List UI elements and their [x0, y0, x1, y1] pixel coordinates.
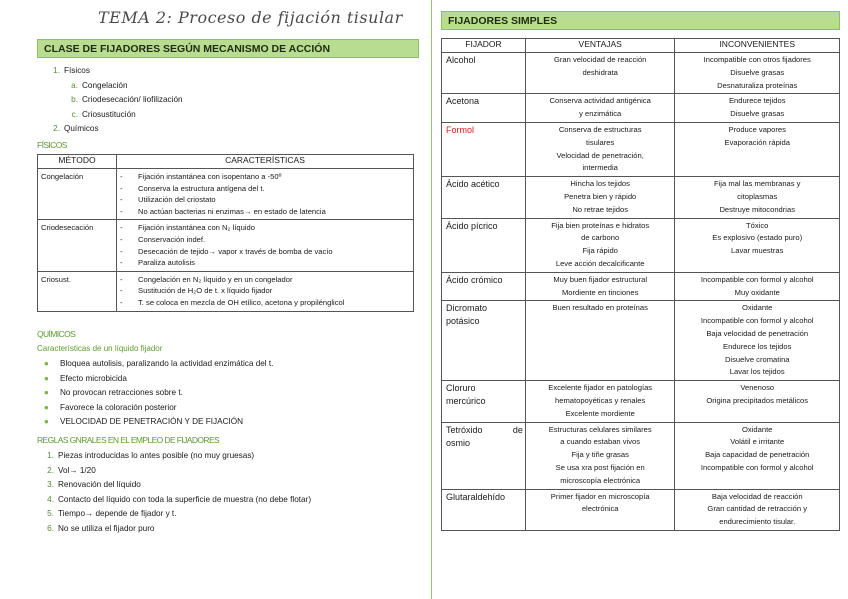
ventajas-cell: Conserva de estructuras tisulares Velocidad de penetración, intermedia: [525, 122, 675, 176]
outline-subitem: a. Congelación: [71, 80, 128, 90]
fijador-name-cell: Glutaraldehído: [442, 489, 526, 530]
list-item: 4. Contacto del líquido con toda la superficie de muestra (no debe flotar): [47, 494, 312, 504]
list-item: 3. Renovación del líquido: [47, 480, 141, 489]
table-header-row: [38, 155, 414, 169]
inconvenientes-cell: Incompatible con formol y alcohol Muy oxidante: [675, 272, 840, 301]
list-item: 1. Piezas introducidas lo antes posible (no muy gruesas): [47, 451, 255, 460]
outline-subitem: b. Criodesecación/ liofilización: [71, 95, 183, 104]
characteristics-cell: - Fijación instantánea con isopentano a -50º - Conserva la estructura antígena del t. - Utilización del criostato - No actúan bacterias ni enzimas→ en estado de latencia: [117, 169, 414, 220]
inconvenientes-cell: Produce vapores Evaporación rápida: [675, 122, 840, 176]
ventajas-cell: Fija bien proteínas e hidratos de carbono Fija rápido Leve acción decalcificante: [525, 218, 675, 272]
quimicos-bullet-list: [44, 357, 273, 430]
characteristics-cell: - Fijación instantánea con N₂ líquido - Conservación indef. - Desecación de tejido→ vapor x través de bomba de vacío - Paraliza autolisis: [117, 220, 414, 271]
quimicos-subheading: Características de un líquido fijador: [37, 344, 163, 353]
outline-item: 2. Químicos: [53, 124, 99, 133]
table-header-row: [442, 39, 840, 53]
inconvenientes-cell: Oxidante Incompatible con formol y alcohol Baja velocidad de penetración Endurece los tejidos Disuelve cromatina Lavar los tejidos: [675, 301, 840, 381]
fijador-name-cell: Tetróxido de osmio: [442, 422, 526, 489]
table-row: [442, 177, 840, 218]
table-row: [442, 272, 840, 301]
fisicos-heading: FÍSICOS: [37, 140, 67, 150]
inconvenientes-cell: Baja velocidad de reacción Gran cantidad de retracción y endurecimiento tisular.: [675, 489, 840, 530]
section-banner-clase-fijadores: CLASE DE FIJADORES SEGÚN MECANISMO DE ACCIÓN: [37, 39, 419, 58]
list-item: ● Bloquea autolisis, paralizando la actividad enzimática del t.: [44, 359, 274, 368]
inconvenientes-cell: Venenoso Origina precipitados metálicos: [675, 381, 840, 422]
fijador-name-cell: Ácido acético: [442, 177, 526, 218]
table-row: [442, 489, 840, 530]
ventajas-cell: Hincha los tejidos Penetra bien y rápido No retrae tejidos: [525, 177, 675, 218]
inconvenientes-cell: Incompatible con otros fijadores Disuelve grasas Desnaturaliza proteínas: [675, 53, 840, 94]
characteristics-cell: - Congelación en N₂ líquido y en un congelador - Sustitución de H₂O de t. x líquido fijador - T. se coloca en mezcla de OH etílico, acetona y propilénglicol: [117, 271, 414, 311]
outline-subitem: c. Criosustitución: [71, 109, 136, 119]
fijador-name-cell: Ácido crómico: [442, 272, 526, 301]
ventajas-cell: Primer fijador en microscopía electrónica: [525, 489, 675, 530]
page-divider: [431, 0, 432, 599]
ventajas-cell: Conserva actividad antigénica y enzimática: [525, 94, 675, 123]
table-row: [442, 301, 840, 381]
page-title: TEMA 2: Proceso de fijación tisular: [98, 8, 403, 27]
table-row: [38, 271, 414, 311]
list-item: 5. Tiempo→ depende de fijador y t.: [47, 509, 177, 518]
table-row: [442, 53, 840, 94]
column-header: FIJADOR: [442, 39, 526, 53]
ventajas-cell: Buen resultado en proteínas: [525, 301, 675, 381]
table-row: [442, 381, 840, 422]
section-banner-fijadores-simples: FIJADORES SIMPLES: [441, 11, 840, 30]
list-item: 6. No se utiliza el fijador puro: [47, 523, 155, 533]
fijador-name-cell: Ácido pícrico: [442, 218, 526, 272]
inconvenientes-cell: Tóxico Es explosivo (estado puro) Lavar muestras: [675, 218, 840, 272]
list-item: ● Favorece la coloración posterior: [44, 402, 177, 412]
fijador-name-cell: Formol: [442, 122, 526, 176]
ventajas-cell: Gran velocidad de reacción deshidrata: [525, 53, 675, 94]
inconvenientes-cell: Endurece tejidos Disuelve grasas: [675, 94, 840, 123]
ventajas-cell: Estructuras celulares similares a cuando estaban vivos Fija y tiñe grasas Se usa xra post fijación en microscopía electrónica: [525, 422, 675, 489]
outline-list: [44, 64, 183, 137]
fijador-name-cell: Acetona: [442, 94, 526, 123]
method-cell: Criosust.: [38, 271, 117, 311]
method-cell: Criodesecación: [38, 220, 117, 271]
fijador-name-cell: Alcohol: [442, 53, 526, 94]
table-row: [38, 220, 414, 271]
column-header: VENTAJAS: [525, 39, 675, 53]
method-cell: Congelación: [38, 169, 117, 220]
column-header: CARACTERÍSTICAS: [117, 155, 414, 169]
inconvenientes-cell: Fija mal las membranas y citoplasmas Destruye mitocondrias: [675, 177, 840, 218]
list-item: ● No provocan retracciones sobre t.: [44, 388, 183, 397]
inconvenientes-cell: Oxidante Volátil e irritante Baja capacidad de penetración Incompatible con formol y alcohol: [675, 422, 840, 489]
fijadores-simples-table: [441, 38, 840, 531]
list-item: ● VELOCIDAD DE PENETRACIÓN Y DE FIJACIÓN: [44, 417, 244, 426]
table-row: [442, 218, 840, 272]
fijador-name-cell: Dicromato potásico: [442, 301, 526, 381]
table-row: [442, 422, 840, 489]
column-header: INCONVENIENTES: [675, 39, 840, 53]
fisicos-table: [37, 154, 414, 312]
table-row: [442, 122, 840, 176]
reglas-heading: REGLAS GNRALES EN EL EMPLEO DE FIJADORES: [37, 435, 220, 445]
ventajas-cell: Excelente fijador en patologías hematopoyéticas y renales Excelente mordiente: [525, 381, 675, 422]
list-item: ● Efecto microbicida: [44, 373, 127, 383]
ventajas-cell: Muy buen fijador estructural Mordiente en tinciones: [525, 272, 675, 301]
table-row: [38, 169, 414, 220]
table-row: [442, 94, 840, 123]
quimicos-heading: QUÍMICOS: [37, 329, 76, 339]
outline-item: 1. Físicos: [53, 66, 90, 75]
column-header: MÉTODO: [38, 155, 117, 169]
reglas-list: [38, 449, 311, 536]
list-item: 2. Vol→ 1/20: [47, 465, 96, 475]
fijador-name-cell: Cloruro mercúrico: [442, 381, 526, 422]
